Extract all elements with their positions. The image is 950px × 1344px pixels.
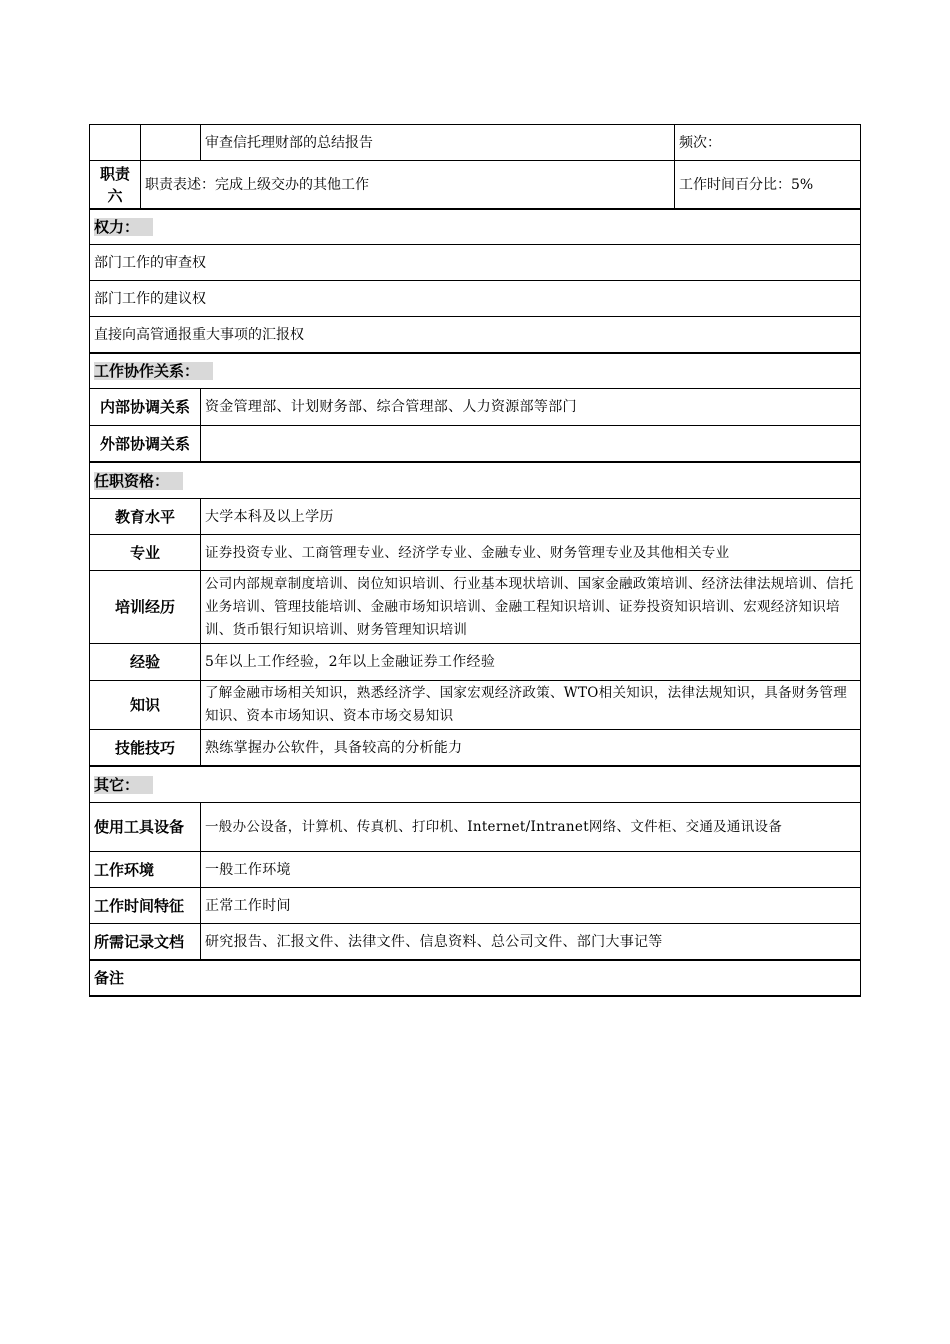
other-row [89, 924, 861, 961]
duty-index-cell [90, 125, 140, 160]
duty-number-cell [140, 125, 200, 160]
duty-task-text: 审查信托理财部的总结报告 [200, 125, 674, 160]
internal-coordination-value: 资金管理部、计划财务部、综合管理部、人力资源部等部门 [200, 389, 860, 425]
duty6-row [89, 161, 861, 210]
authority-title: 权力： [94, 218, 153, 236]
qualification-value: 5年以上工作经验，2年以上金融证券工作经验 [200, 644, 860, 680]
duty-task-row [89, 124, 861, 161]
qualifications-title: 任职资格： [94, 472, 183, 490]
qualification-row [89, 535, 861, 571]
duty6-description: 职责表述：完成上级交办的其他工作 [140, 161, 674, 208]
qualification-row [89, 499, 861, 535]
job-description-table [89, 124, 861, 997]
qualification-label: 教育水平 [114, 507, 175, 526]
qualification-row [89, 730, 861, 767]
external-coordination-label: 外部协调关系 [99, 434, 190, 453]
qualification-label: 技能技巧 [114, 738, 175, 757]
qualification-label: 知识 [129, 696, 160, 714]
other-row [89, 803, 861, 852]
other-label: 所需记录文档 [94, 932, 185, 951]
authority-item-row [89, 317, 861, 354]
authority-item: 直接向高管通报重大事项的汇报权 [94, 326, 304, 343]
other-section-header [89, 767, 861, 803]
qualification-row [89, 644, 861, 681]
qualification-value: 大学本科及以上学历 [200, 499, 860, 534]
qualification-value: 了解金融市场相关知识，熟悉经济学、国家宏观经济政策、WTO相关知识，法律法规知识，具备财务管理知识、资本市场知识、资本市场交易知识 [200, 681, 860, 729]
other-label: 使用工具设备 [94, 818, 185, 836]
qualification-value: 熟练掌握办公软件，具备较高的分析能力 [200, 730, 860, 765]
cooperation-section-header [89, 354, 861, 389]
authority-item-row [89, 281, 861, 317]
authority-item-row [89, 245, 861, 281]
authority-section-header [89, 210, 861, 245]
other-value: 一般工作环境 [200, 852, 860, 887]
other-row [89, 888, 861, 924]
other-value: 研究报告、汇报文件、法律文件、信息资料、总公司文件、部门大事记等 [200, 924, 860, 959]
qualification-value: 证券投资专业、工商管理专业、经济学专业、金融专业、财务管理专业及其他相关专业 [200, 535, 860, 570]
remarks-title: 备注 [94, 969, 125, 987]
remarks-row [89, 961, 861, 997]
qualification-label: 专业 [129, 543, 160, 562]
other-value: 正常工作时间 [200, 888, 860, 923]
other-label: 工作时间特征 [94, 896, 185, 915]
qualification-value: 公司内部规章制度培训、岗位知识培训、行业基本现状培训、国家金融政策培训、经济法律法规培训、信托业务培训、管理技能培训、金融市场知识培训、金融工程知识培训、证券投资知识培训、宏观经济知识培训、货币银行知识培训、财务管理知识培训 [200, 571, 860, 643]
qualifications-section-header [89, 463, 861, 499]
cooperation-title: 工作协作关系： [94, 362, 213, 380]
duty6-time-percent: 工作时间百分比：5% [674, 161, 860, 208]
authority-item: 部门工作的建议权 [94, 290, 206, 307]
other-title: 其它： [94, 776, 153, 794]
qualification-row [89, 681, 861, 730]
authority-item: 部门工作的审查权 [94, 254, 206, 271]
other-value: 一般办公设备，计算机、传真机、打印机、Internet/Intranet网络、文件柜、交通及通讯设备 [200, 803, 860, 851]
other-label: 工作环境 [94, 860, 155, 879]
external-coordination-value [200, 426, 860, 461]
external-coordination-row [89, 426, 861, 463]
qualification-row [89, 571, 861, 644]
qualification-label: 培训经历 [114, 598, 175, 616]
internal-coordination-label: 内部协调关系 [99, 398, 190, 416]
duty6-label: 职责六 [99, 164, 130, 205]
other-row [89, 852, 861, 888]
frequency-label: 频次： [674, 125, 860, 160]
qualification-label: 经验 [129, 653, 160, 671]
internal-coordination-row [89, 389, 861, 426]
